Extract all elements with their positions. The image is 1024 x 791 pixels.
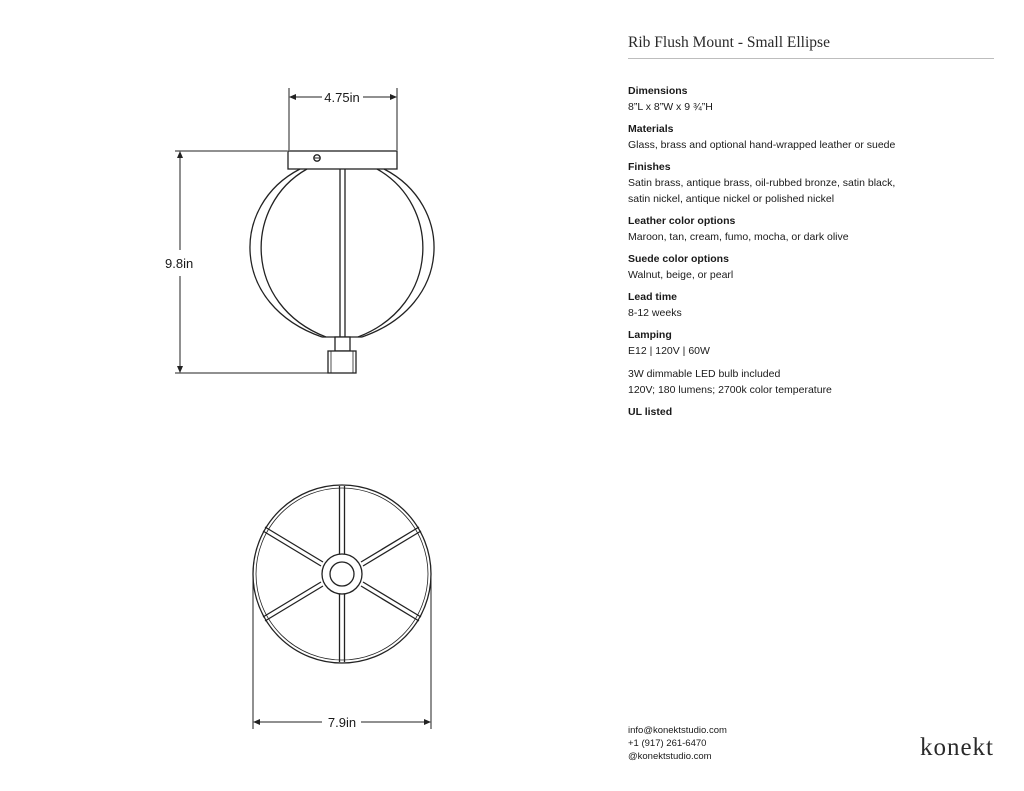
brand-logo: konekt [919, 734, 994, 761]
globe-rib-inner-left [261, 169, 326, 337]
spec-ul-listed [628, 405, 994, 420]
spec-led-bulb [628, 366, 994, 398]
spec-lead-time [628, 290, 994, 321]
contact-phone: +1 (917) 261-6470 [628, 738, 707, 749]
spec-lamping [628, 328, 994, 359]
spec-label: Dimensions [628, 85, 688, 97]
arrow-right-icon [390, 94, 397, 100]
spec-value: Maroon, tan, cream, fumo, mocha, or dark olive [628, 231, 849, 243]
spec-value: 8”L x 8”W x 9 ¾”H [628, 101, 713, 113]
top-view-hub [322, 554, 362, 594]
spec-label: UL listed [628, 406, 673, 418]
globe-rib-inner-right [358, 169, 423, 337]
height-dimension-label: 9.8in [165, 256, 194, 271]
socket-neck [335, 337, 350, 351]
spec-label: Suede color options [628, 253, 729, 265]
arrow-down-icon [177, 366, 183, 373]
spec-suede-colors [628, 252, 994, 283]
contact-email: info@konektstudio.com [628, 725, 727, 736]
product-title: Rib Flush Mount - Small Ellipse [628, 34, 994, 59]
spec-value: 8-12 weeks [628, 307, 682, 319]
spec-value: Glass, brass and optional hand-wrapped leather or suede [628, 139, 896, 151]
spec-value: Satin brass, antique brass, oil-rubbed bronze, satin black, [628, 177, 896, 189]
arrow-left-icon [289, 94, 296, 100]
contact-handle: @konektstudio.com [628, 751, 712, 762]
spec-value: Walnut, beige, or pearl [628, 269, 734, 281]
socket [328, 351, 356, 373]
arrow-left-icon [253, 719, 260, 725]
spec-label: Finishes [628, 161, 671, 173]
spec-finishes [628, 160, 994, 207]
spec-value: E12 | 120V | 60W [628, 345, 710, 357]
spec-value: 3W dimmable LED bulb included [628, 368, 781, 380]
spec-list [628, 84, 994, 427]
arrow-right-icon [424, 719, 431, 725]
spec-value: 120V; 180 lumens; 2700k color temperature [628, 384, 832, 396]
canopy [288, 151, 397, 169]
contact-info [628, 724, 727, 763]
spec-label: Leather color options [628, 215, 736, 227]
spec-label: Materials [628, 123, 674, 135]
arrow-up-icon [177, 151, 183, 158]
spec-materials [628, 122, 994, 153]
spec-label: Lead time [628, 291, 678, 303]
spec-label: Lamping [628, 329, 672, 341]
width-dimension-label: 4.75in [324, 90, 360, 105]
spec-leather-colors [628, 214, 994, 245]
spec-dimensions [628, 84, 994, 115]
diameter-dimension-label: 7.9in [327, 715, 357, 730]
spec-value: satin nickel, antique nickel or polished nickel [628, 193, 835, 205]
